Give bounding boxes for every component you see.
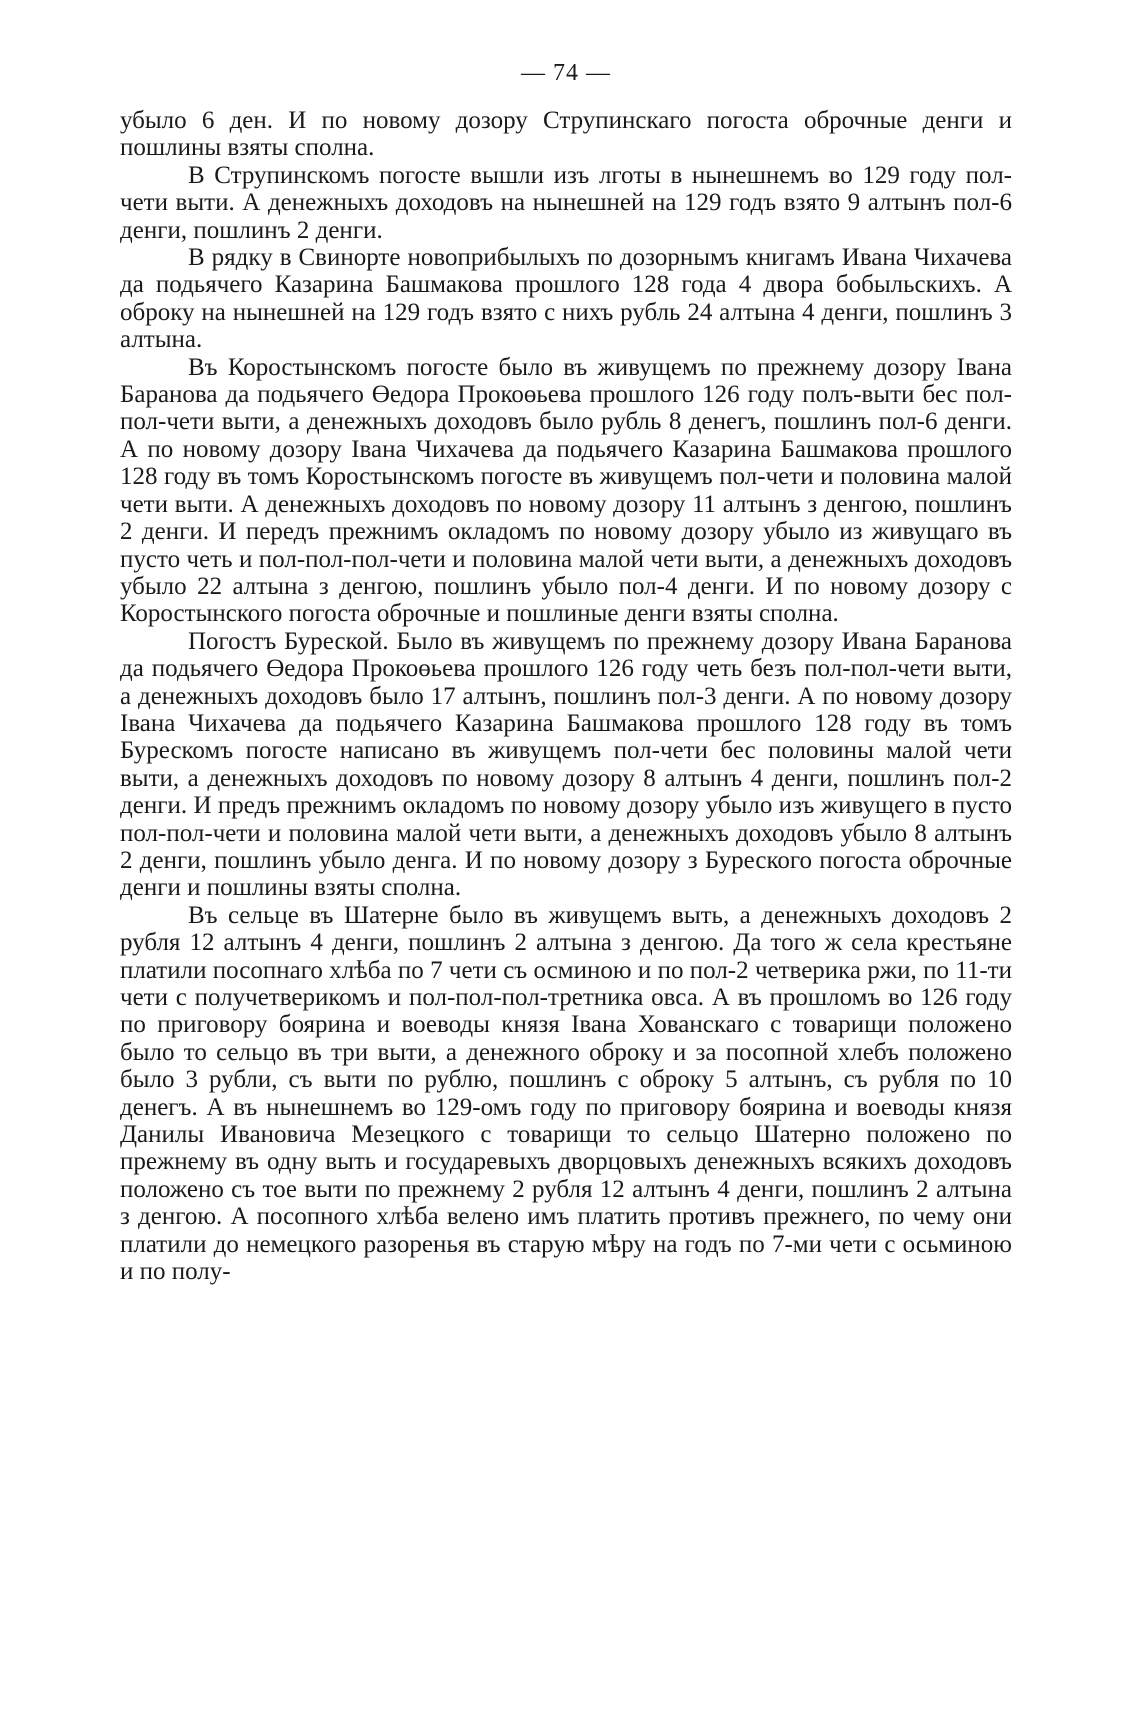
page-number: — 74 — — [521, 60, 611, 86]
paragraph-5: Погостъ Буреской. Было въ живущемъ по прежнему дозору Ивана Баранова да подьячего Өедора Прокоөьева прошлого 126 году четь безъ пол-пол-чети выти, а денежныхъ доходовъ было 17 алтынъ, пошлинъ пол-3 денги. А по новому дозору Івана Чихачева да подьячего Казарина Башмакова прошлого 128 году въ томъ Бурескомъ погосте написано въ живущемъ пол-чети бес половины малой чети выти, а денежныхъ доходовъ по новому дозору 8 алтынъ 4 денги, пошлинъ пол-2 денги. И предъ прежнимъ окладомъ по новому дозору убыло изъ живущего в пусто пол-пол-чети и половина малой чети выти, а денежныхъ доходовъ убыло 8 алтынъ 2 денги, пошлинъ убыло денга. И по новому дозору з Буреского погоста оброчные денги и пошлины взяты сполна. — [120, 627, 1012, 902]
paragraph-2: В Струпинскомъ погосте вышли изъ лготы в нынешнемъ во 129 году пол-чети выти. А денежныхъ доходовъ на нынешней на 129 годъ взято 9 алтынъ пол-6 денги, пошлинъ 2 денги. — [120, 161, 1012, 244]
paragraph-3: В рядку в Свинорте новоприбылыхъ по дозорнымъ книгамъ Ивана Чихачева да подьячего Казарина Башмакова прошлого 128 года 4 двора бобыльскихъ. А оброку на нынешней на 129 годъ взято с нихъ рубль 24 алтына 4 денги, пошлинъ 3 алтына. — [120, 244, 1012, 354]
document-page — [120, 60, 1012, 1285]
paragraph-4: Въ Коростынскомъ погосте было въ живущемъ по прежнему дозору Івана Баранова да подьячего Өедора Прокоөьева прошлого 126 году полъ-выти бес пол-пол-чети выти, а денежныхъ доходовъ было рубль 8 денегъ, пошлинъ пол-6 денги. А по новому дозору Івана Чихачева да подьячего Казарина Башмакова прошлого 128 году въ томъ Коростынскомъ погосте въ живущемъ пол-чети и половина малой чети выти. А денежныхъ доходовъ по новому дозору 11 алтынъ з денгою, пошлинъ 2 денги. И передъ прежнимъ окладомъ по новому дозору убыло из живущаго въ пусто четь и пол-пол-пол-чети и половина малой чети выти, а денежныхъ доходовъ убыло 22 алтына з денгою, пошлинъ убыло пол-4 денги. И по новому дозору с Коростынского погоста оброчные и пошлиные денги взяты сполна. — [120, 353, 1012, 628]
paragraph-1: убыло 6 ден. И по новому дозору Струпинскаго погоста оброчные денги и пошлины взяты сполна. — [120, 107, 1012, 162]
paragraph-6: Въ сельце въ Шатерне было въ живущемъ выть, а денежныхъ доходовъ 2 рубля 12 алтынъ 4 денги, пошлинъ 2 алтына з денгою. Да того ж села крестьяне платили посопнаго хлѣба по 7 чети съ осминою и по пол-2 четверика ржи, по 11-ти чети с получетверикомъ и пол-пол-пол-третника овса. А въ прошломъ во 126 году по приговору боярина и воеводы князя Івана Хованскаго с товарищи положено было то сельцо въ три выти, а денежного оброку и за посопной хлебъ положено было 3 рубли, съ выти по рублю, пошлинъ с оброку 5 алтынъ, съ рубля по 10 денегъ. А въ нынешнемъ во 129-омъ году по приговору боярина и воеводы князя Данилы Ивановича Мезецкого с товарищи то сельцо Шатерно положено по прежнему въ одну выть и государевыхъ дворцовыхъ денежныхъ всякихъ доходовъ положено съ тое выти по прежнему 2 рубля 12 алтынъ 4 денги, пошлинъ 2 алтына з денгою. А посопного хлѣба велено имъ платить противъ прежнего, по чему они платили до немецкого разоренья въ старую мѣру на годъ по 7-ми чети с осьминою и по полу- — [120, 901, 1012, 1286]
